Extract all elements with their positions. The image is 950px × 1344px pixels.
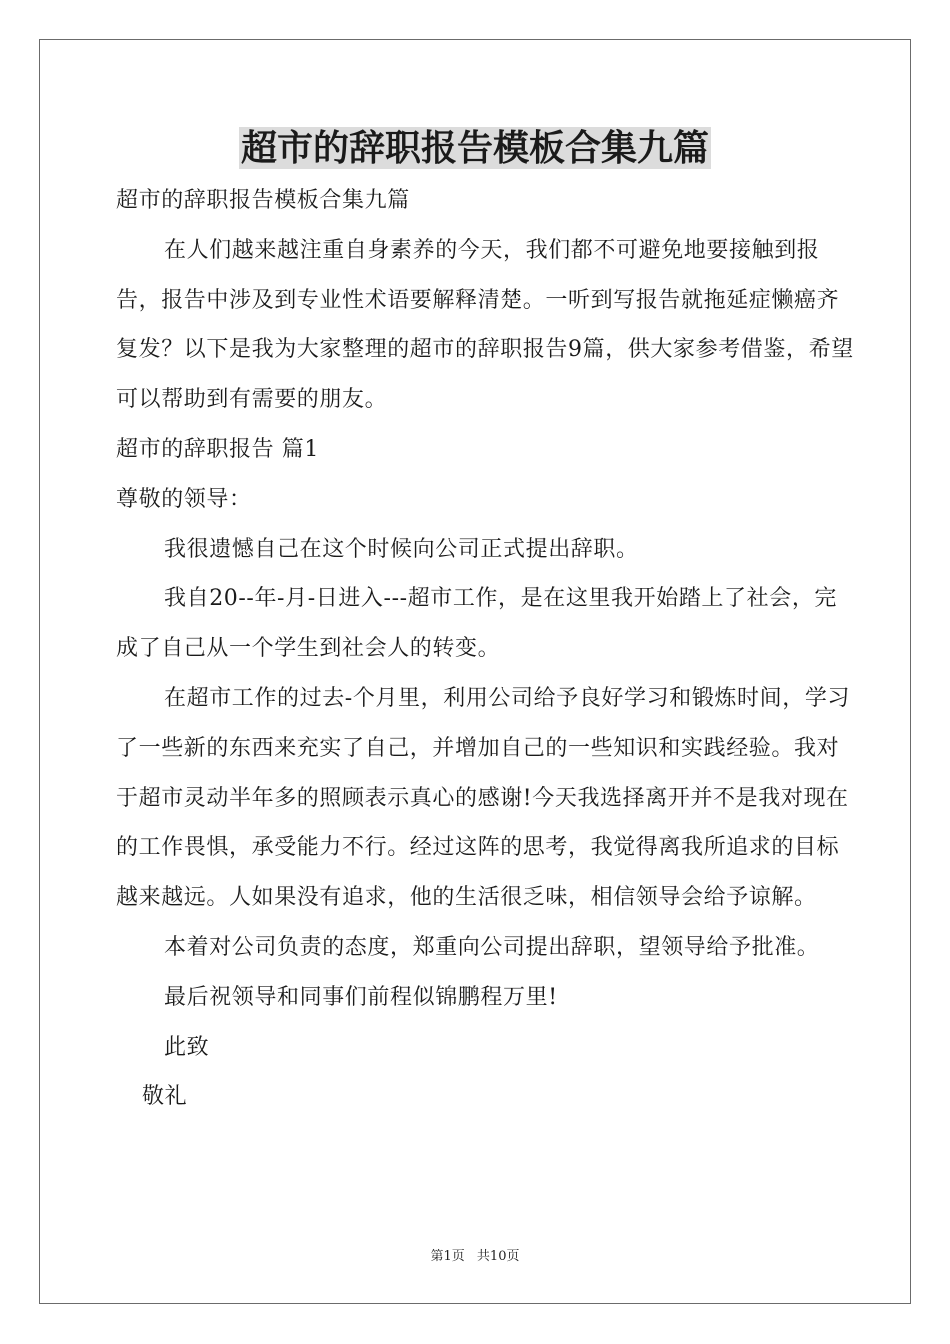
document-title-text: 超市的辞职报告模板合集九篇 [240, 127, 709, 169]
closing-phrase: 此致 [164, 1034, 210, 1060]
salutation: 尊敬的领导： [116, 486, 252, 512]
document-title [0, 124, 950, 172]
body-paragraph: 我很遗憾自己在这个时候向公司正式提出辞职。 [164, 536, 639, 562]
section-heading: 超市的辞职报告 篇1 [116, 436, 319, 462]
document-body [116, 176, 856, 1122]
body-paragraph: 我自20--年-月-日进入---超市工作，是在这里我开始踏上了社会，完成了自己从一个学生到社会人的转变。 [116, 586, 838, 662]
subtitle-line: 超市的辞职报告模板合集九篇 [116, 188, 410, 213]
body-paragraph: 本着对公司负责的态度，郑重向公司提出辞职，望领导给予批准。 [164, 934, 820, 960]
closing-salute: 敬礼 [142, 1084, 188, 1110]
body-paragraph: 在超市工作的过去-个月里，利用公司给予良好学习和锻炼时间，学习了一些新的东西来充实了自己，并增加自己的一些知识和实践经验。我对于超市灵动半年多的照顾表示真心的感谢!今天我选择离开并不是我对现在的工作畏惧，承受能力不行。经过这阵的思考，我觉得离我所追求的目标越来越远。人如果没有追求，他的生活很乏味，相信领导会给予谅解。 [116, 685, 851, 911]
body-paragraph: 最后祝领导和同事们前程似锦鹏程万里! [164, 984, 558, 1010]
intro-paragraph: 在人们越来越注重自身素养的今天，我们都不可避免地要接触到报告，报告中涉及到专业性术语要解释清楚。一听到写报告就拖延症懒癌齐复发？以下是我为大家整理的超市的辞职报告9篇，供大家参考借鉴，希望可以帮助到有需要的朋友。 [116, 237, 854, 413]
page-number: 第1页 共10页 [430, 1249, 520, 1264]
